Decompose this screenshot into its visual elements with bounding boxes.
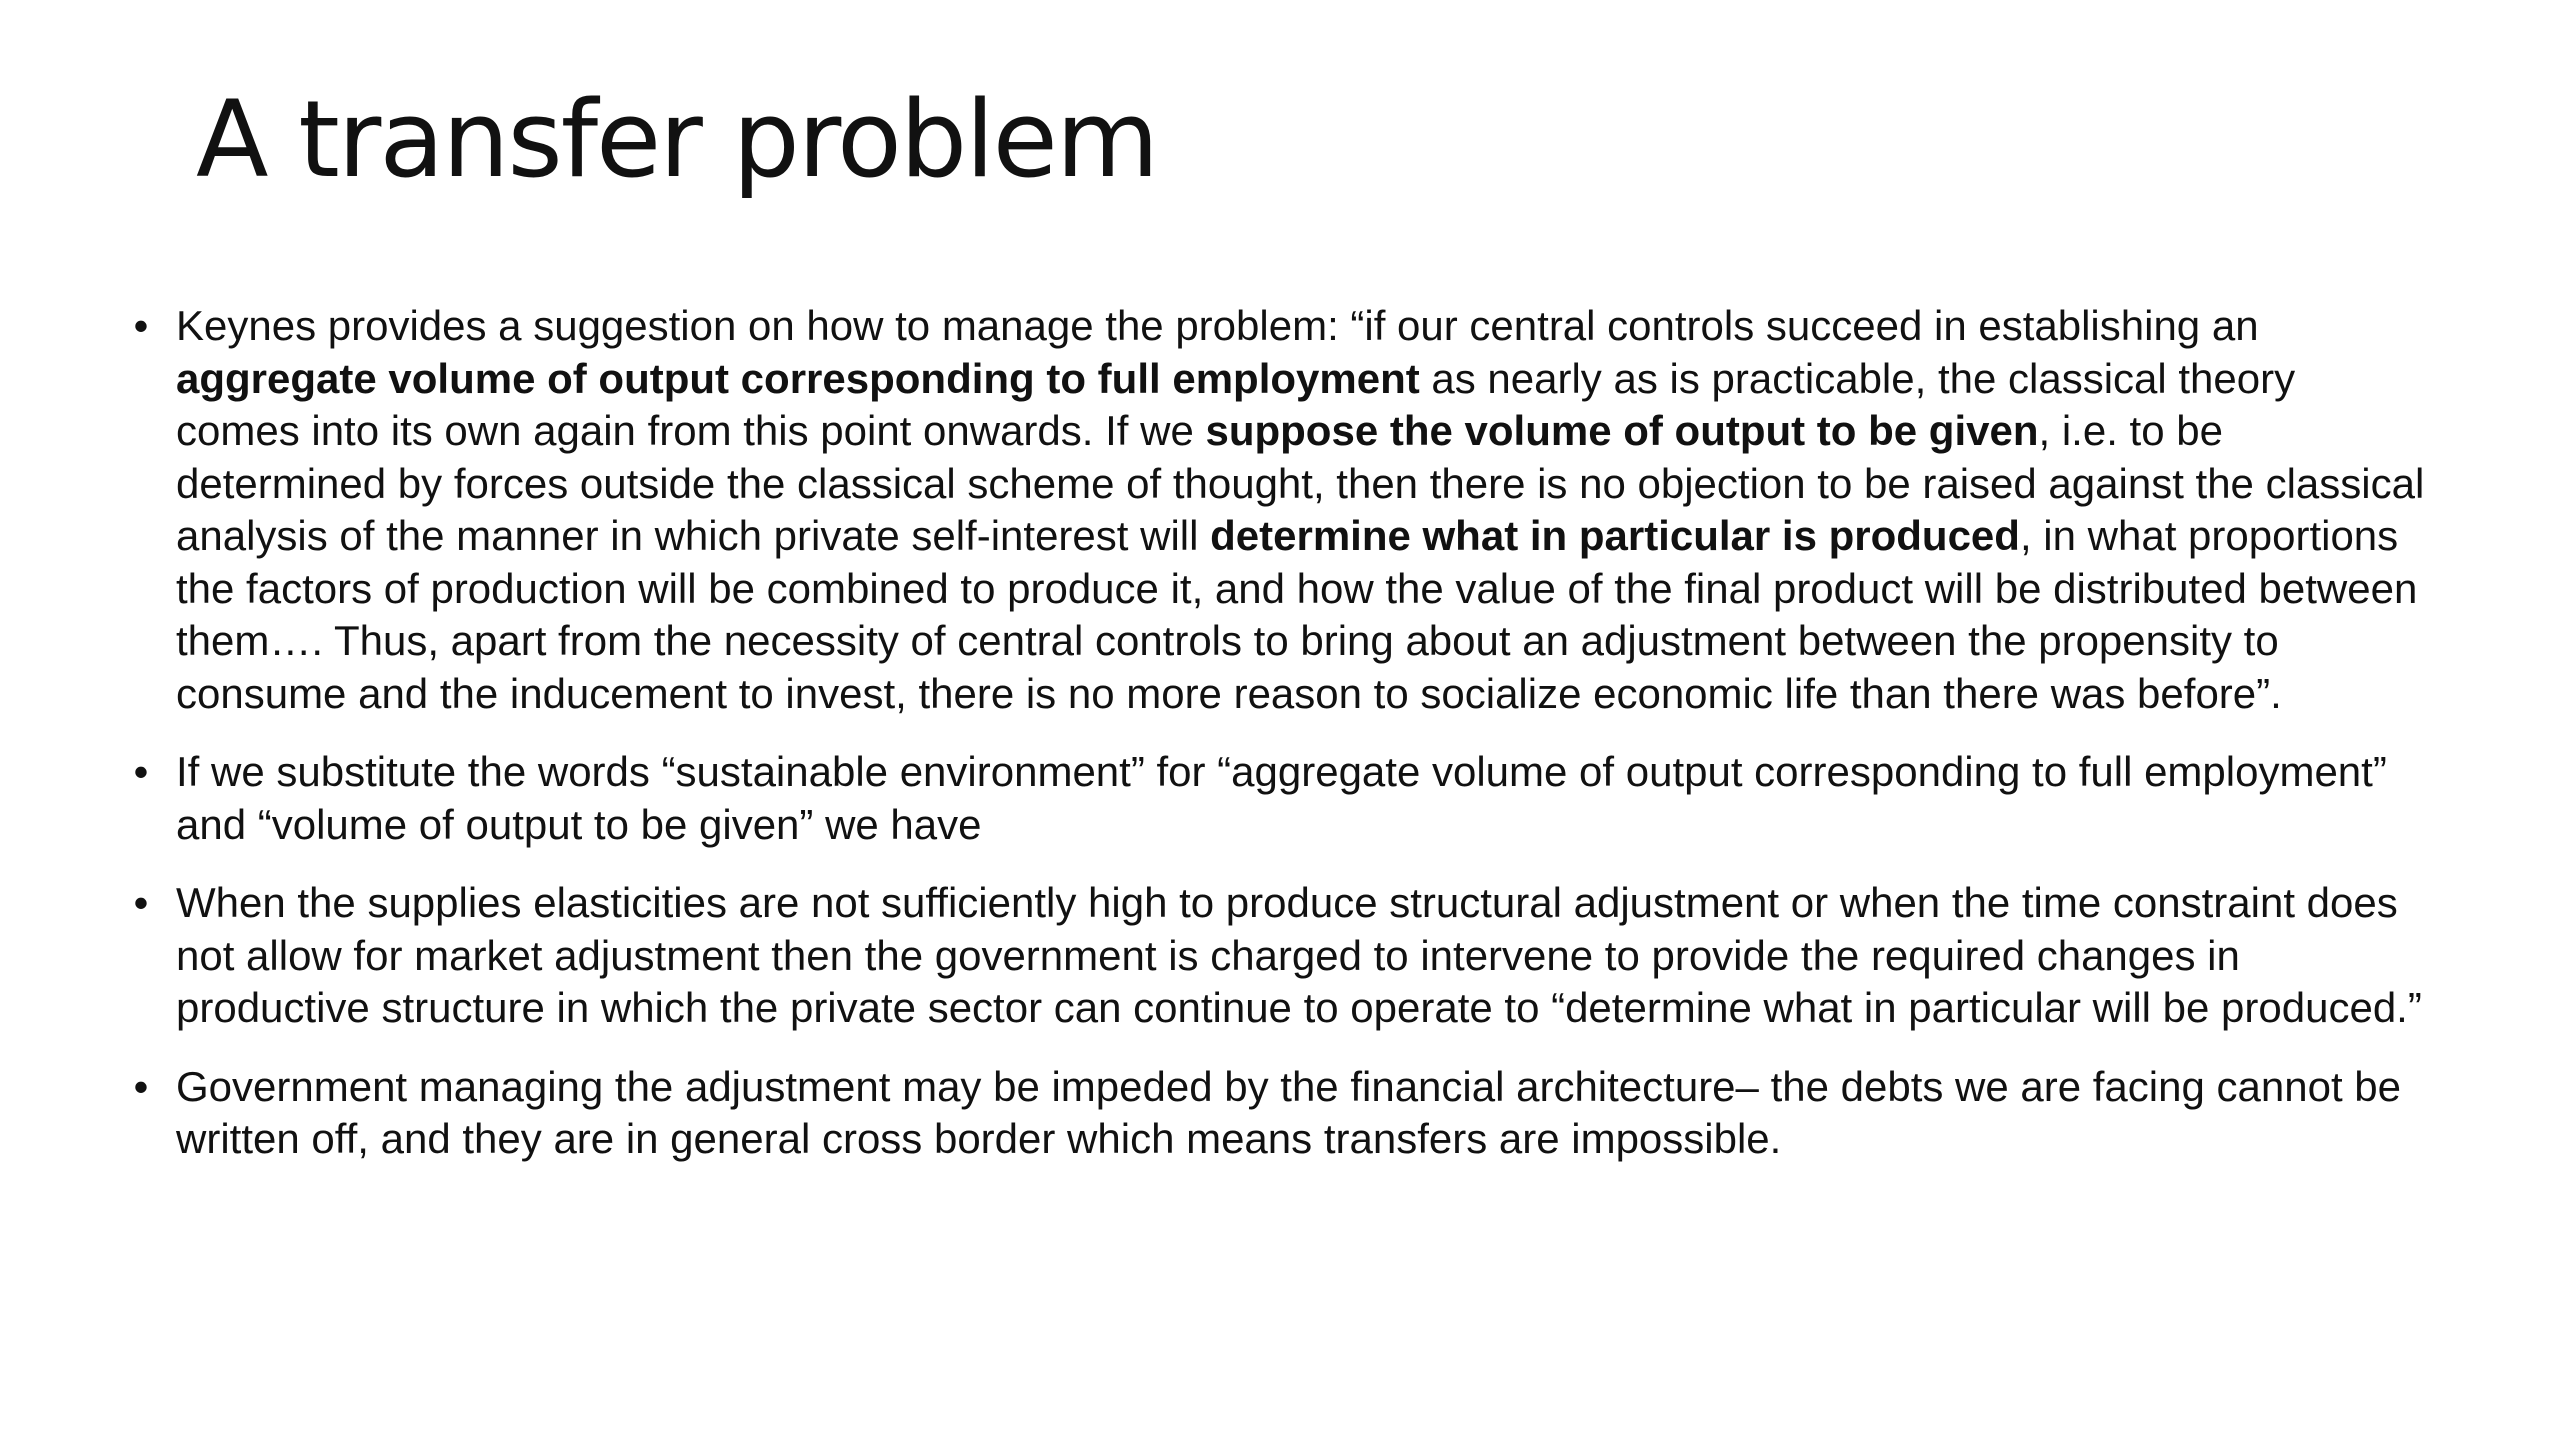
bold-text-segment: suppose the volume of output to be given	[1205, 407, 2039, 454]
text-segment: Keynes provides a suggestion on how to manage the problem: “if our central controls succeed in establishing an	[176, 302, 2259, 349]
bullet-marker: •	[133, 879, 149, 926]
bullet-item	[133, 1061, 2426, 1166]
text-segment: When the supplies elasticities are not sufficiently high to produce structural adjustment or when the time constraint does not allow for market adjustment then the government is charged to intervene to provide the required changes in productive structure in which the private sector can continue to operate to “determine what in particular will be produced.”	[176, 879, 2422, 1031]
text-segment: as nearly as is practicable, the classical theory comes into its own again from this point onwards. If we	[176, 354, 2296, 454]
bullet-text	[176, 302, 2424, 717]
bullet-marker: •	[133, 748, 149, 795]
bullet-item	[133, 877, 2426, 1035]
text-segment: , i.e. to be determined by forces outside the classical scheme of thought, then there is no objection to be raised against the classical analysis of the manner in which private self-interest will	[176, 407, 2425, 559]
bullet-marker: •	[133, 302, 149, 349]
bold-text-segment: aggregate volume of output corresponding to full employment	[176, 354, 1420, 402]
bullet-item	[133, 300, 2426, 720]
bullet-marker: •	[133, 1062, 149, 1110]
text-segment: If we substitute the words “sustainable environment” for “aggregate volume of output corresponding to full employment” and “volume of output to be given” we have	[176, 748, 2387, 848]
bullet-list	[133, 300, 2426, 1192]
bold-text-segment: determine what in particular is produced	[1210, 512, 2020, 559]
bullet-text	[176, 879, 2422, 1031]
text-segment: , in what proportions the factors of production will be combined to produce it, and how the value of the final product will be distributed between them…. Thus, apart from the necessity of central controls to bring about an adjustment between the propensity to consume and the inducement to invest, there is no more reason to socialize economic life than there was before”.	[176, 512, 2418, 717]
slide-title: A transfer problem	[196, 78, 1158, 201]
text-segment: Government managing the adjustment may be impeded by the financial architecture– the debts we are facing cannot be written off, and they are in general cross border which means transfers are impossible.	[176, 1062, 2401, 1162]
bullet-text	[176, 748, 2387, 848]
bullet-text	[176, 1063, 2401, 1163]
bullet-item	[133, 746, 2426, 851]
